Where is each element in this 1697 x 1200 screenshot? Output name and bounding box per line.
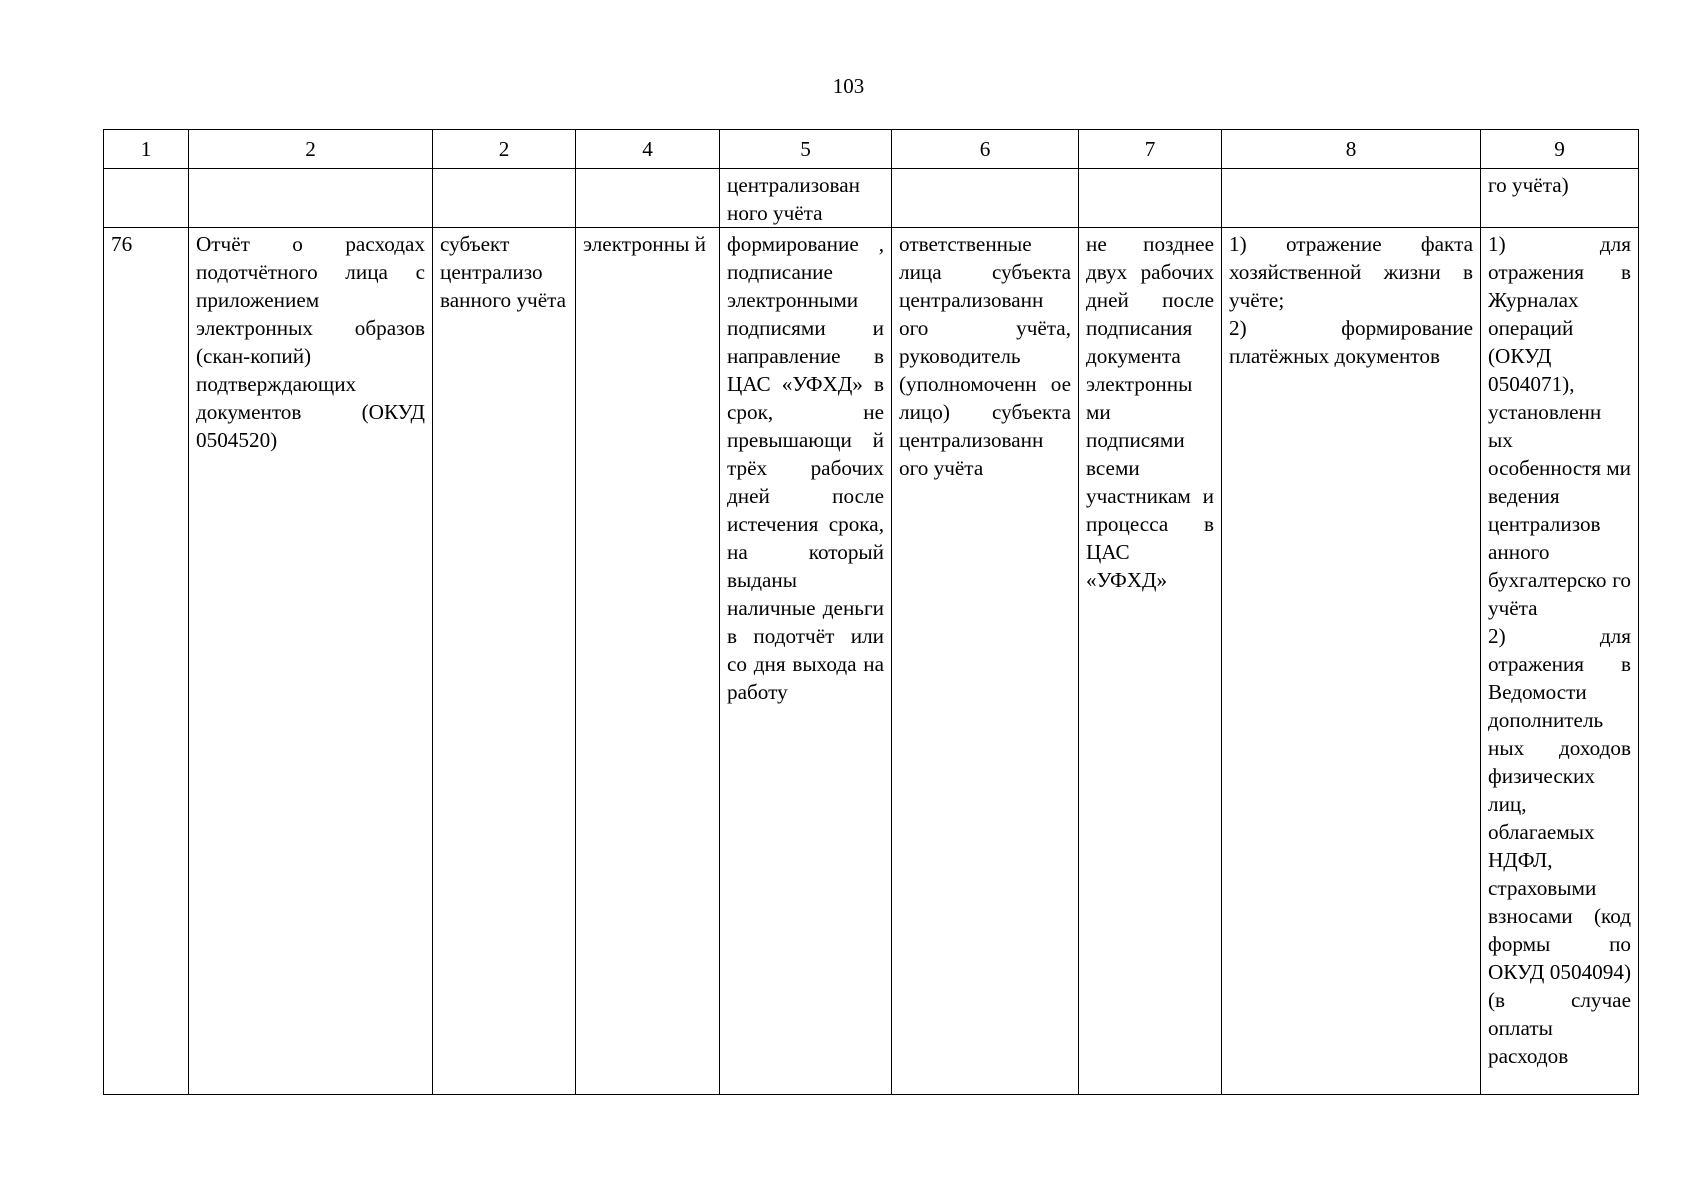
usage-cell: 1) для отражения в Журналах операций (ОКУД 0504071), установленн ых особенностя ми ведения централизов анного бухгалтерско го учёта 2) для отражения в Ведомости дополнитель ных доходов физических лиц, облагаемых НДФЛ, страховыми взносами (код формы по ОКУД 0504094) (в случае оплаты расходов xyxy=(1481,228,1639,1095)
header-cell-6: 6 xyxy=(892,130,1079,169)
continuation-cell-7 xyxy=(1079,169,1222,228)
header-cell-5: 5 xyxy=(720,130,892,169)
continuation-cell-4 xyxy=(576,169,720,228)
purpose-cell: 1) отражение факта хозяйственной жизни в учёте; 2) формирование платёжных документов xyxy=(1222,228,1481,1095)
continuation-cell-8 xyxy=(1222,169,1481,228)
header-cell-1: 1 xyxy=(104,130,189,169)
continuation-cell-6 xyxy=(892,169,1079,228)
document-name-cell: Отчёт о расходах подотчётного лица с приложением электронных образов (скан-копий) подтверждающих документов (ОКУД 0504520) xyxy=(189,228,433,1095)
deadline-cell: не позднее двух рабочих дней после подписания документа электронны ми подписями всеми участникам и процесса в ЦАС «УФХД» xyxy=(1079,228,1222,1095)
header-cell-9: 9 xyxy=(1481,130,1639,169)
continuation-cell-1 xyxy=(104,169,189,228)
header-cell-3: 2 xyxy=(433,130,576,169)
continuation-row xyxy=(104,169,1639,228)
header-cell-7: 7 xyxy=(1079,130,1222,169)
row-number: 76 xyxy=(104,228,189,1095)
creator-cell: субъект централизо ванного учёта xyxy=(433,228,576,1095)
header-cell-2: 2 xyxy=(189,130,433,169)
header-cell-4: 4 xyxy=(576,130,720,169)
header-cell-8: 8 xyxy=(1222,130,1481,169)
responsible-persons-cell: ответственные лица субъекта централизованн ого учёта, руководитель (уполномоченн ое лицо) субъекта централизованн ого учёта xyxy=(892,228,1079,1095)
document-table xyxy=(103,129,1639,1095)
procedure-cell: формирование , подписание электронными подписями и направление в ЦАС «УФХД» в срок, не превышающи й трёх рабочих дней после истечения срока, на который выданы наличные деньги в подотчёт или со дня выхода на работу xyxy=(720,228,892,1095)
format-cell: электронны й xyxy=(576,228,720,1095)
continuation-cell-2 xyxy=(189,169,433,228)
table-row xyxy=(104,228,1639,1095)
continuation-cell-9: го учёта) xyxy=(1481,169,1639,228)
table-header-row xyxy=(104,130,1639,169)
continuation-cell-5: централизован ного учёта xyxy=(720,169,892,228)
continuation-cell-3 xyxy=(433,169,576,228)
page-number: 103 xyxy=(832,74,865,98)
